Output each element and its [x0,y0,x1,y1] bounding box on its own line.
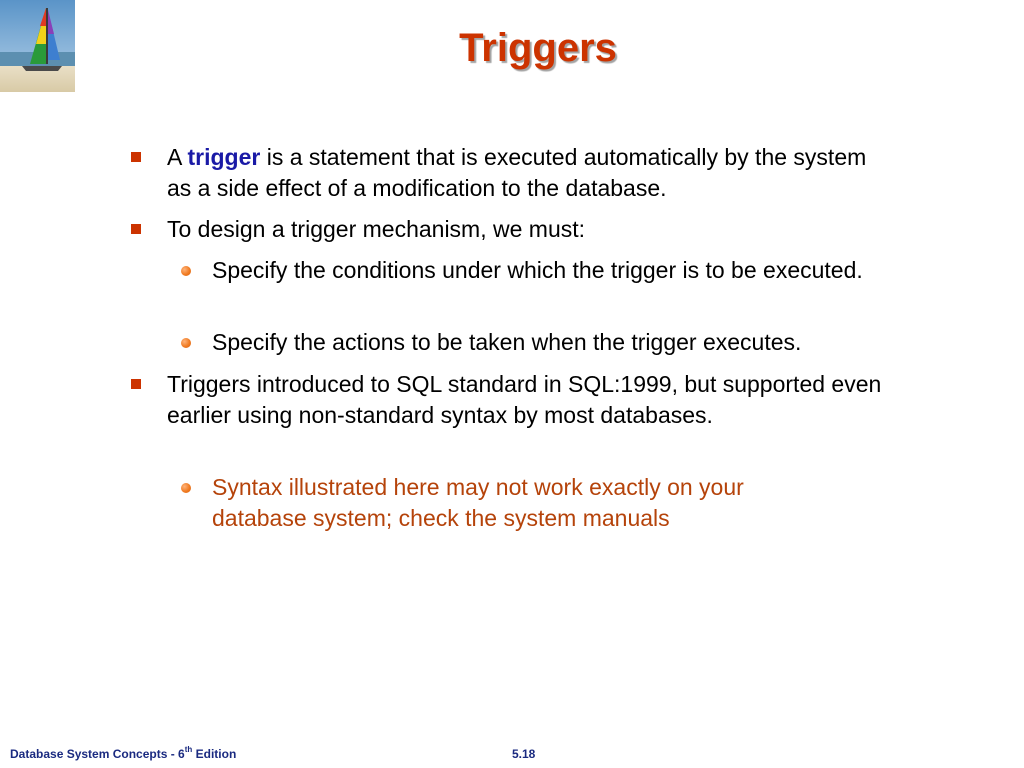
round-bullet-icon [181,338,191,348]
round-bullet-icon [181,483,191,493]
bullet-trigger-definition [167,142,887,203]
sub-bullet-conditions: Specify the conditions under which the trigger is to be executed. [212,257,863,283]
bullet-suffix: is a statement that is executed automatically by the system as a side effect of a modification to the database. [167,144,867,201]
round-bullet-icon [181,266,191,276]
footer-book-sup: th [184,745,193,754]
keyword-trigger: trigger [187,144,261,170]
footer-book-suffix: Edition [192,747,237,761]
square-bullet-icon [131,379,141,389]
footer-book-title [10,747,236,761]
footer-book-prefix: Database System Concepts - 6 [10,747,185,761]
sub-bullet-syntax-note: Syntax illustrated here may not work exactly on your database system; check the system manuals [212,474,744,531]
bullet-prefix: A [167,144,188,170]
slide-footer [0,738,1024,768]
bullet-sql-standard: Triggers introduced to SQL standard in SQL:1999, but supported even earlier using non-standard syntax by most databases. [167,371,882,428]
sub-bullet-actions: Specify the actions to be taken when the trigger executes. [212,329,802,355]
slide-title: Triggers [459,26,617,70]
square-bullet-icon [131,224,141,234]
bullet-design-mechanism: To design a trigger mechanism, we must: [167,216,586,242]
footer-page-number: 5.18 [512,747,536,761]
square-bullet-icon [131,152,141,162]
